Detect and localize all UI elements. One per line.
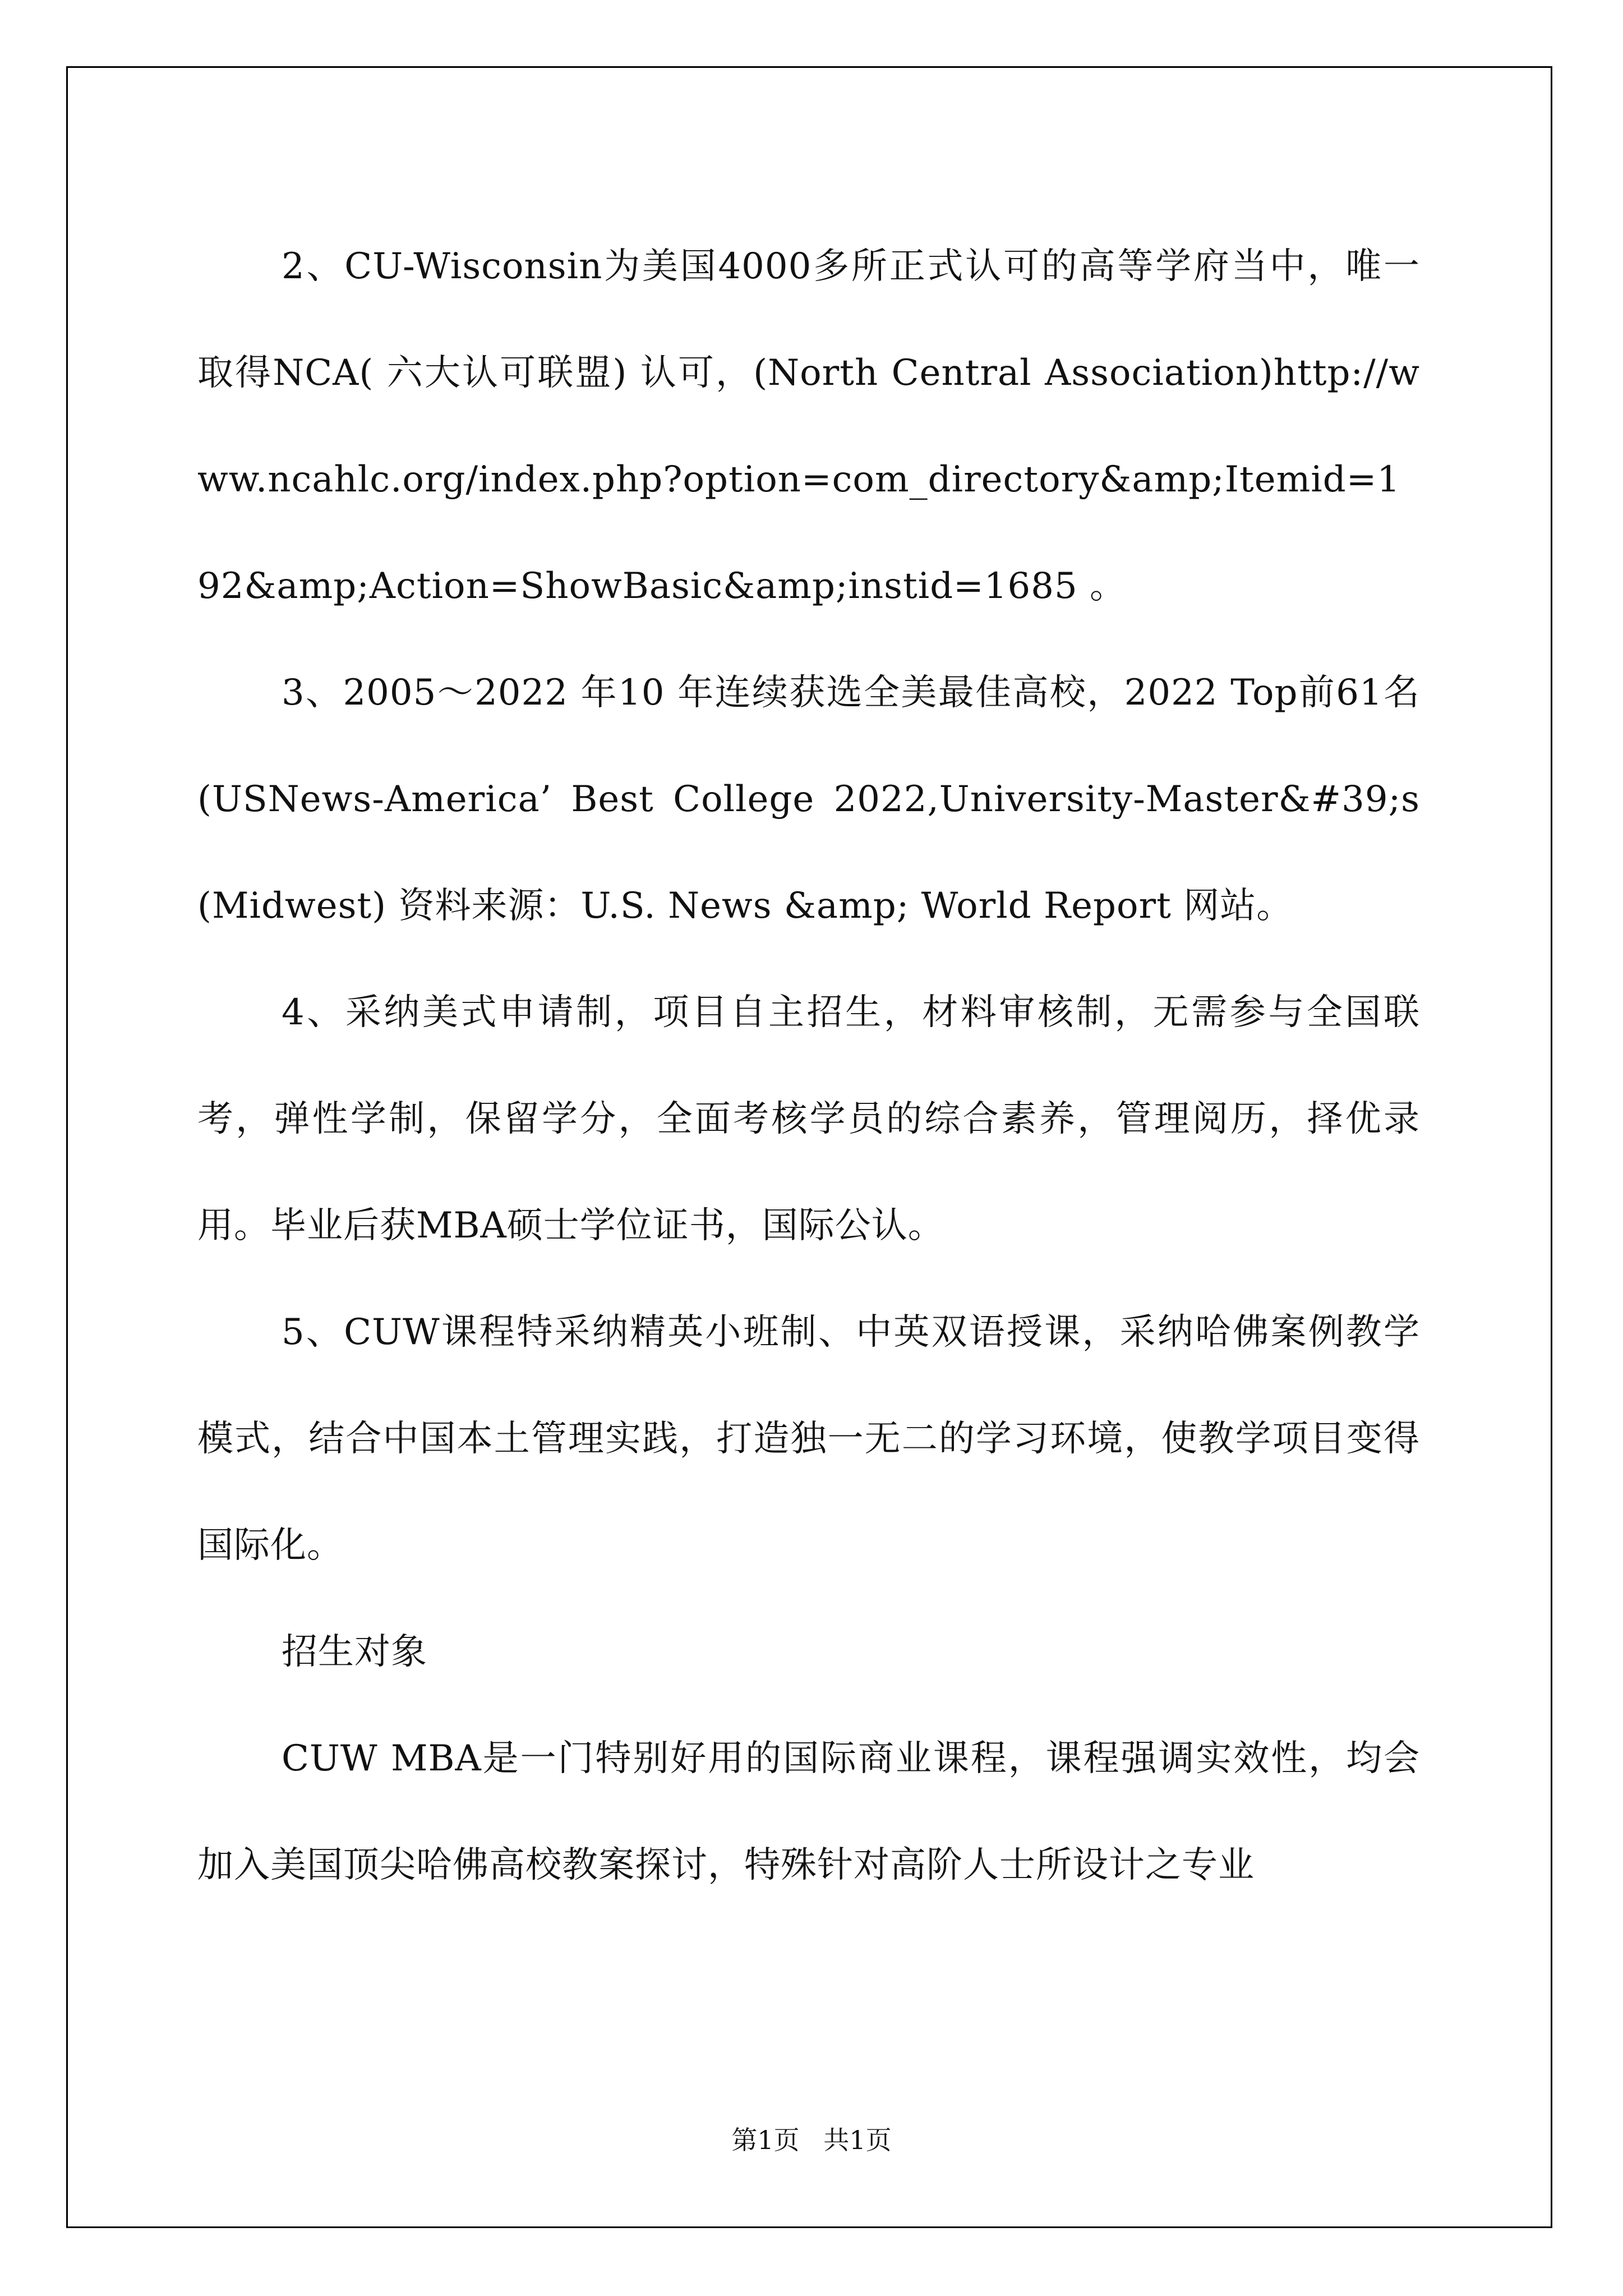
section-heading-enrollment-target: 招生对象 <box>282 1631 427 1673</box>
paragraph-program-description: CUW MBA是一门特别好用的国际商业课程，课程强调实效性，均会加入美国顶尖哈佛高校教案探讨，特殊针对高阶人士所设计之专业 <box>197 1738 1420 1886</box>
paragraph-accreditation: 2、CU-Wisconsin为美国4000多所正式认可的高等学府当中，唯一取得NCA( 六大认可联盟) 认可，(North Central Association)http://www.ncahlc.org/index.php?option=com_directory&amp;Itemid=192&amp;Action=ShowBasic&amp;instid=1685 。 <box>197 246 1420 607</box>
page-footer <box>0 2123 1623 2157</box>
page-total: 共1页 <box>823 2125 892 2155</box>
paragraph-admission: 4、采纳美式申请制，项目自主招生，材料审核制，无需参与全国联考，弹性学制，保留学分，全面考核学员的综合素养，管理阅历，择优录用。毕业后获MBA硕士学位证书，国际公认。 <box>197 992 1420 1246</box>
paragraph-ranking: 3、2005～2022 年10 年连续获选全美最佳高校，2022 Top前61名 (USNews-America’ Best College 2022,University-Master&#39;s(Midwest) 资料来源：U.S. News &amp; World Report 网站。 <box>197 672 1420 927</box>
document-body <box>197 213 1420 1918</box>
page-number: 第1页 <box>731 2125 800 2155</box>
paragraph-curriculum: 5、CUW课程特采纳精英小班制、中英双语授课，采纳哈佛案例教学模式，结合中国本土管理实践，打造独一无二的学习环境，使教学项目变得国际化。 <box>197 1312 1420 1566</box>
